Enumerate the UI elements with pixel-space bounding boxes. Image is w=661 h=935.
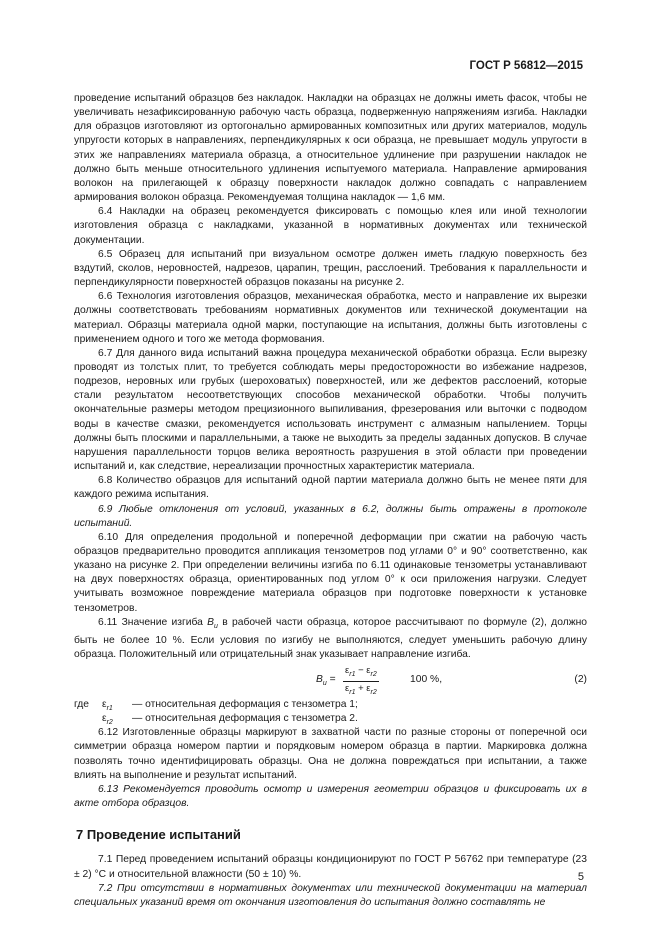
formula-fraction <box>343 664 379 699</box>
section-7-title: 7 Проведение испытаний <box>76 827 241 843</box>
paragraph-6-8: 6.8 Количество образцов для испытаний одной партии материала должно быть не менее пяти для каждого режима испытания. <box>74 475 587 501</box>
formula-2 <box>74 663 587 697</box>
page-number: 5 <box>577 871 584 883</box>
paragraph-7-2: 7.2 При отсутствии в нормативных документах или технической документации на материал специальных указаний время от окончания изготовления до испытания должно составлять не <box>74 882 587 908</box>
paragraph-6-7: 6.7 Для данного вида испытаний важна процедура механической обработки образца. Если вырезку проводят из толстых плит, то требуется соблюдать меры предосторожности во избежание надрезов, подрезов, неровных или грубых (шероховатых) поверхностей, или же дефектов расслоений, которые стали результатом несоответствующих способов механической обработки. Чтобы получить окончательные размеры методом прецизионного выпиливания, фрезерования или выточки с подводом воды в качестве смазки, рекомендуется использовать инструмент с алмазным напылением. Торцы должны быть плоскими и параллельными, а также не выходить за пределы заданных допусков. В случае нарушения параллельности торцов велика вероятность разрушения в этой области при проведении испытаний и, как следствие, нереализации прочностных характеристик материала. <box>74 347 587 473</box>
paragraph-6-11-start: 6.11 Значение изгиба <box>98 616 208 628</box>
document-body <box>74 92 587 910</box>
paragraph-6-9: 6.9 Любые отклонения от условий, указанных в 6.2, должны быть отражены в протоколе испытаний. <box>74 503 587 529</box>
num-epsilon-1: ε <box>345 665 350 677</box>
bending-symbol-subscript: и <box>214 622 218 630</box>
formula-symbol: B <box>316 674 323 686</box>
bending-symbol: B <box>207 616 215 628</box>
formula-rhs: 100 %, <box>410 674 443 686</box>
where-line-2 <box>74 712 587 726</box>
paragraph-6-10: 6.10 Для определения продольной и поперечной деформации при сжатии на рабочую часть образцов предварительно проводится аппликация тензометров под углами 0° и 90° соответственно, как указано на рисунке 2. При определении величины изгиба по 6.11 одинаковые тензометры устанавливают на двух поверхностях образца, ориентированных под углом 0° к оси приложения нагрузки. Следует учитывать возможное повреждение материала образцов при подготовке поверхности к установке тензометров. <box>74 531 587 614</box>
paragraph-6-4: 6.4 Накладки на образец рекомендуется фиксировать с помощью клея или иной технологии изготовления образца с накладками, указанной в нормативных документах или технической документации. <box>74 206 587 246</box>
paragraph-7-1: 7.1 Перед проведением испытаний образцы кондиционируют по ГОСТ Р 56762 при температуре (23 ± 2) °С и относительной влажности (50 ± 10) %. <box>74 854 587 880</box>
formula-symbol-sub: и <box>322 680 327 688</box>
paragraph-6-12: 6.12 Изготовленные образцы маркируют в захватной части по разные стороны от поперечной оси симметрии образца номером партии и порядковым номером образца в партии. Маркировка должна позволять точно идентифицировать образцы. Она не должна повреждаться при испытании, а также влиять на выполнение и результат испытаний. <box>74 727 587 781</box>
den-operator: + ε <box>355 683 371 695</box>
where-word: где <box>74 699 90 711</box>
num-sub-1: r1 <box>349 671 356 679</box>
formula-equals: = <box>326 674 336 686</box>
num-sub-2: r2 <box>370 671 377 679</box>
where-line-1 <box>74 698 587 712</box>
where-sub-1: r1 <box>106 705 113 713</box>
paragraph-6-5: 6.5 Образец для испытаний при визуальном осмотре должен иметь гладкую поверхность без вздутий, сколов, неровностей, надрезов, царапин, трещин, расслоений. Требования к параллельности и перпендикулярности поверхностей образцов показаны на рисунке 2. <box>74 248 587 289</box>
where-symbol-2 <box>102 712 113 730</box>
paragraph-6-6: 6.6 Технология изготовления образцов, механическая обработка, место и направление их вырезки должны соответствовать требованиям нормативных документов или технической документации на материал. Образцы материала одной марки, поступающие на испытания, должны быть изготовлены с применением одного и того же метода формования. <box>74 291 587 345</box>
num-operator: − ε <box>355 665 371 677</box>
den-sub-1: r1 <box>349 689 356 697</box>
formula-number: (2) <box>574 674 587 686</box>
where-sub-2: r2 <box>106 719 113 727</box>
where-text-2: — относительная деформация с тензометра 2. <box>132 713 358 725</box>
den-epsilon-1: ε <box>345 683 350 695</box>
standard-header: ГОСТ Р 56812—2015 <box>469 60 583 72</box>
where-epsilon-2: ε <box>102 713 107 725</box>
paragraph-6-11 <box>74 616 587 663</box>
where-epsilon-1: ε <box>102 699 107 711</box>
paragraph-6-11-end: в рабочей части образца, которое рассчитывают по формуле (2), должно быть не более 10 %. Если условия по изгибу не выполняются, следует уменьшить рабочую длину образца. Положительный или отрицательный знак указывает направление изгиба. <box>74 616 587 661</box>
paragraph-6-13: 6.13 Рекомендуется проводить осмотр и измерения геометрии образцов и фиксировать их в акте отбора образцов. <box>74 783 587 810</box>
formula-denominator <box>343 682 379 699</box>
formula-numerator <box>343 664 379 682</box>
den-sub-2: r2 <box>370 689 377 697</box>
formula-lhs <box>316 673 336 691</box>
where-text-1: — относительная деформация с тензометра 1; <box>132 699 358 711</box>
paragraph-continuation: проведение испытаний образцов без накладок. Накладки на образцах не должны иметь фасок, чтобы не увеличивать незафиксированную рабочую часть образца, подверженную напряжениям изгиба. Накладки для образцов изготовляют из ортогонально армированных композитных или других материалов, модуль упругости которых в направлениях, перпендикулярных к оси образца, не превышает модуль упругости в этих же направлениях материала образца, а относительное удлинение при разрушении накладок не должно быть меньше относительного удлинения испытуемого материала. Направление армирования волокон на прилегающей к образцу поверхности накладок должно совпадать с направлением армирования волокон образца. Рекомендуемая толщина накладок — 1,6 мм. <box>74 93 587 204</box>
